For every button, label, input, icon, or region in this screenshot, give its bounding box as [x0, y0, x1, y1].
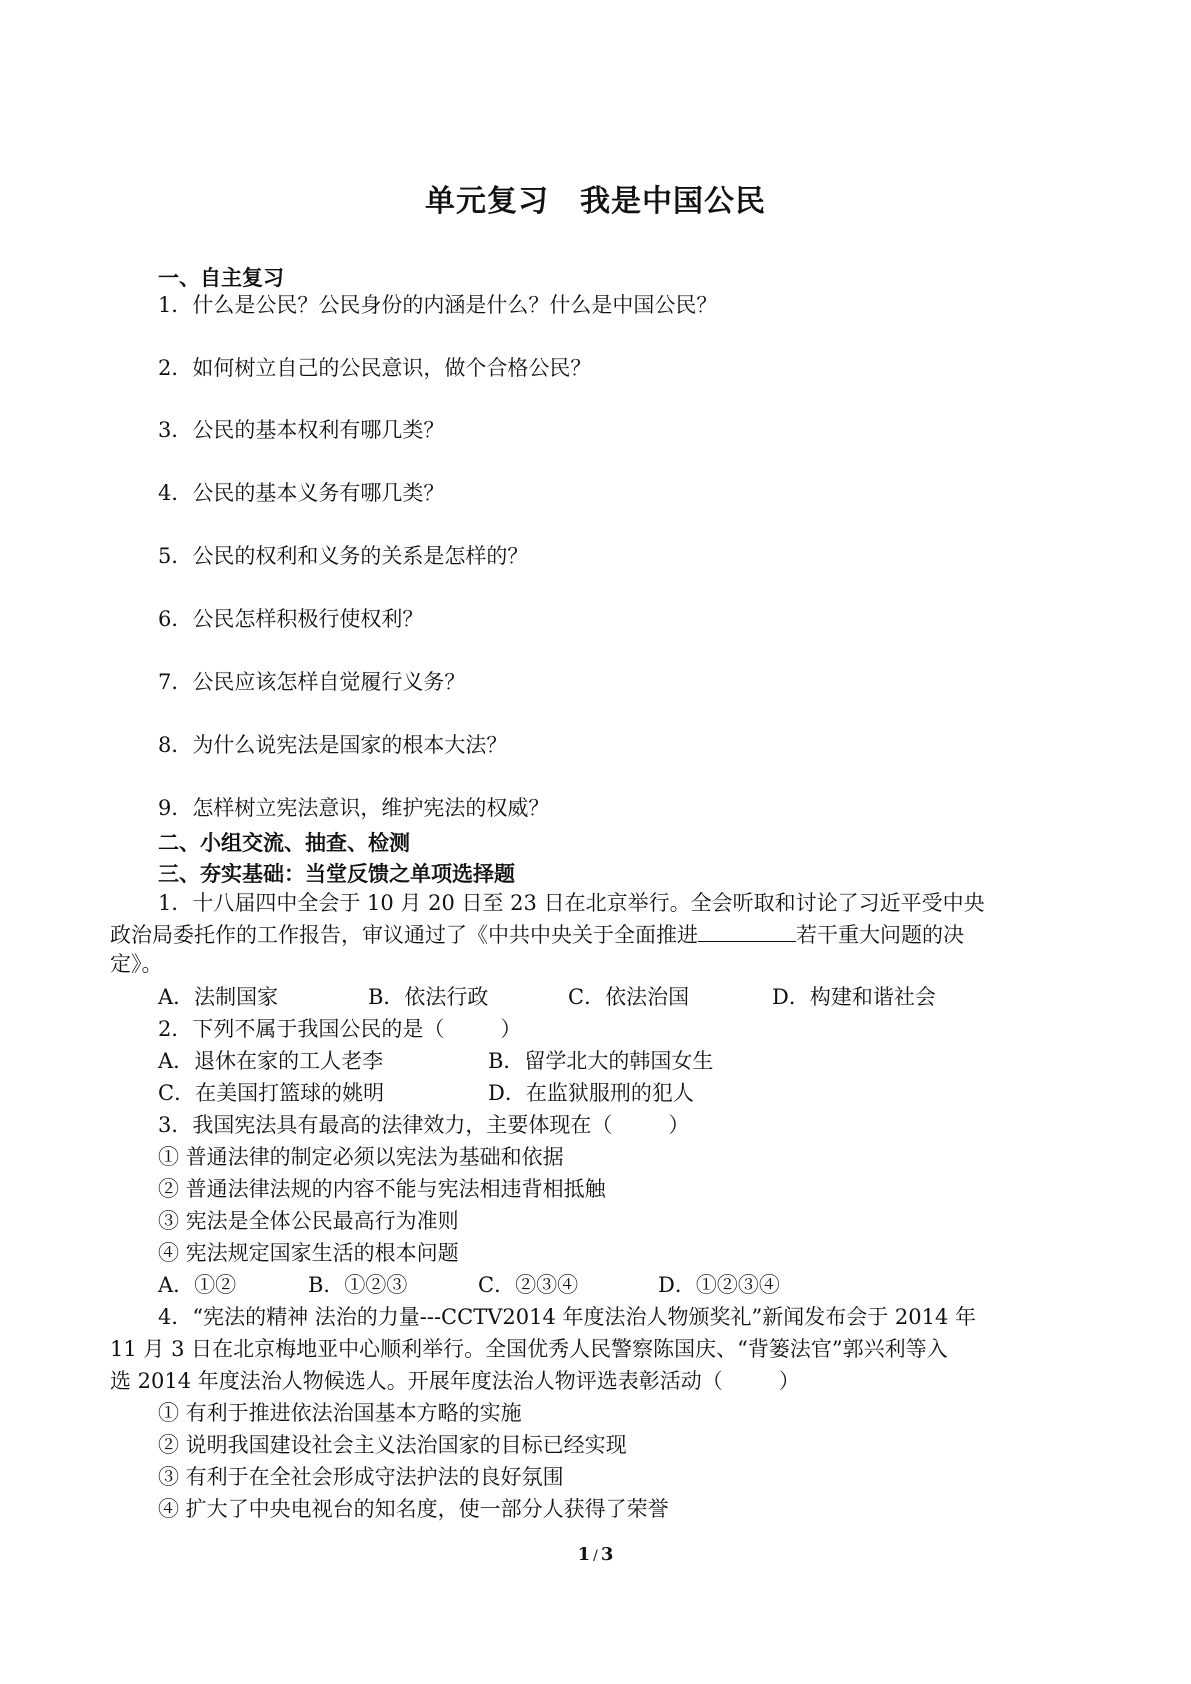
option-d: D．构建和谐社会: [772, 985, 936, 1009]
mc-question-4-item-4: ④ 扩大了中央电视台的知名度，使一部分人获得了荣誉: [158, 1497, 669, 1521]
review-question-8: 8．为什么说宪法是国家的根本大法？: [158, 733, 508, 757]
mc-question-3-item-4: ④ 宪法规定国家生活的根本问题: [158, 1241, 459, 1265]
option-d: D．①②③④: [658, 1273, 780, 1297]
paren-close: ）: [778, 1369, 800, 1393]
mc-question-1-text-before-blank: 政治局委托作的工作报告，审议通过了《中共中央关于全面推进: [110, 923, 698, 947]
option-a: A．退休在家的工人老李: [158, 1049, 384, 1073]
page-title: 单元复习 我是中国公民: [425, 184, 766, 219]
option-b: B．①②③: [308, 1273, 408, 1297]
mc-question-2-text: 2．下列不属于我国公民的是（: [158, 1017, 445, 1041]
current-page: 1: [577, 1544, 591, 1565]
review-question-7: 7．公民应该怎样自觉履行义务？: [158, 670, 466, 694]
review-question-6: 6．公民怎样积极行使权利？: [158, 607, 424, 631]
mc-question-4-line-3: [110, 1368, 800, 1394]
paren-close: ）: [500, 1017, 522, 1041]
section-heading-self-review: 一、自主复习: [158, 265, 284, 290]
mc-question-3-item-2: ② 普通法律法规的内容不能与宪法相违背相抵触: [158, 1177, 606, 1201]
option-a: A．①②: [158, 1273, 237, 1297]
page-number: [0, 1544, 1191, 1565]
review-question-2: 2．如何树立自己的公民意识，做个合格公民？: [158, 356, 592, 380]
paren-close: ）: [668, 1113, 690, 1137]
mc-question-4-text: 选 2014 年度法治人物候选人。开展年度法治人物评选表彰活动（: [110, 1369, 723, 1393]
option-c: C．依法治国: [568, 985, 690, 1009]
mc-question-1-line-1: 1．十八届四中全会于 10 月 20 日至 23 日在北京举行。全会听取和讨论了习近平受中央: [158, 891, 985, 915]
mc-question-4-item-1: ① 有利于推进依法治国基本方略的实施: [158, 1401, 522, 1425]
page-separator: /: [593, 1548, 598, 1564]
mc-question-4-item-3: ③ 有利于在全社会形成守法护法的良好氛围: [158, 1465, 564, 1489]
review-question-9: 9．怎样树立宪法意识，维护宪法的权威？: [158, 796, 550, 820]
option-c: C．在美国打篮球的姚明: [158, 1081, 385, 1105]
mc-question-3-item-1: ① 普通法律的制定必须以宪法为基础和依据: [158, 1145, 564, 1169]
option-b: B．依法行政: [368, 985, 489, 1009]
mc-question-2-options-row-2: [158, 1080, 1058, 1106]
mc-question-3-options: [158, 1272, 1058, 1298]
mc-question-3-stem: [158, 1112, 689, 1138]
review-question-5: 5．公民的权利和义务的关系是怎样的？: [158, 544, 529, 568]
option-b: B．留学北大的韩国女生: [488, 1049, 714, 1073]
mc-question-2-stem: [158, 1016, 521, 1042]
review-question-4: 4．公民的基本义务有哪几类？: [158, 481, 445, 505]
review-question-1: 1．什么是公民？公民身份的内涵是什么？什么是中国公民？: [158, 293, 718, 317]
section-heading-multiple-choice: 三、夯实基础：当堂反馈之单项选择题: [158, 861, 515, 886]
section-heading-group-exchange: 二、小组交流、抽查、检测: [158, 830, 410, 855]
total-pages: 3: [600, 1544, 614, 1565]
mc-question-3-text: 3．我国宪法具有最高的法律效力，主要体现在（: [158, 1113, 613, 1137]
mc-question-4-line-1: 4．“宪法的精神 法治的力量---CCTV2014 年度法治人物颁奖礼”新闻发布会于 2014 年: [158, 1305, 977, 1329]
mc-question-1-line-3: 定》。: [110, 952, 163, 976]
mc-question-2-options-row-1: [158, 1048, 1058, 1074]
mc-question-1-line-2: [110, 921, 964, 948]
fill-in-blank: [698, 921, 796, 942]
mc-question-3-item-3: ③ 宪法是全体公民最高行为准则: [158, 1209, 459, 1233]
option-c: C．②③④: [478, 1273, 579, 1297]
option-a: A．法制国家: [158, 985, 279, 1009]
option-d: D．在监狱服刑的犯人: [488, 1081, 694, 1105]
mc-question-4-line-2: 11 月 3 日在北京梅地亚中心顺利举行。全国优秀人民警察陈国庆、“背篓法官”郭兴利等入: [110, 1337, 948, 1361]
mc-question-4-item-2: ② 说明我国建设社会主义法治国家的目标已经实现: [158, 1433, 627, 1457]
mc-question-1-options: [158, 984, 1058, 1010]
mc-question-1-text-after-blank: 若干重大问题的决: [796, 923, 964, 947]
review-question-3: 3．公民的基本权利有哪几类？: [158, 418, 445, 442]
